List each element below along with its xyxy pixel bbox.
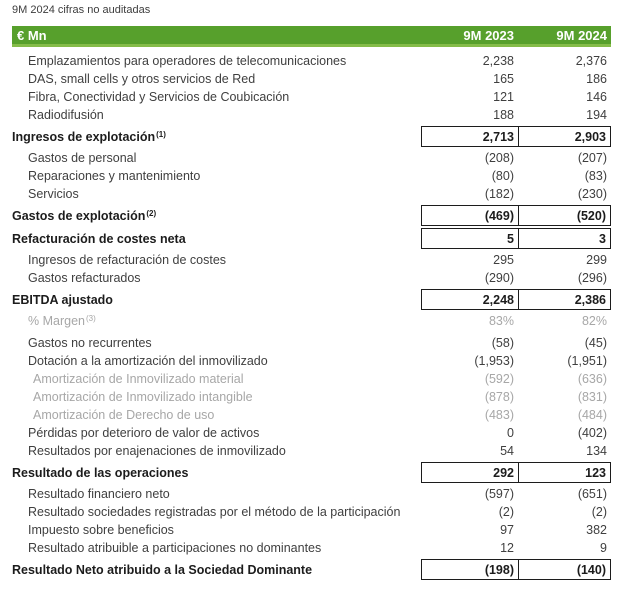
table-row <box>12 149 611 167</box>
row-label <box>12 209 421 223</box>
row-label-text: Gastos refacturados <box>28 271 141 285</box>
value-9m2024: (484) <box>577 408 607 422</box>
value-9m2023: (198) <box>421 559 518 580</box>
value-9m2024: (1,951) <box>567 354 607 368</box>
value-9m2023: (80) <box>491 169 514 183</box>
unit-label: € Mn <box>17 27 47 43</box>
value-9m2023: 121 <box>493 90 514 104</box>
table-row <box>12 485 611 503</box>
table-row <box>12 388 611 406</box>
value-9m2024: 9 <box>600 541 607 555</box>
row-label <box>12 390 421 404</box>
table-row <box>12 424 611 442</box>
income-statement-table <box>12 26 611 582</box>
row-label <box>12 187 421 201</box>
row-label <box>12 271 421 285</box>
row-label-text: DAS, small cells y otros servicios de Red <box>28 72 256 86</box>
value-9m2024: 2,903 <box>518 126 611 147</box>
table-row <box>12 289 611 310</box>
value-9m2023: (597) <box>484 487 514 501</box>
table-row <box>12 126 611 147</box>
row-label-text: Impuesto sobre beneficios <box>28 523 174 537</box>
table-header-bar <box>12 26 611 47</box>
value-9m2024: 3 <box>518 228 611 249</box>
row-label-text: Amortización de Inmovilizado material <box>33 372 244 386</box>
value-9m2023: (58) <box>491 336 514 350</box>
value-9m2024: (140) <box>518 559 611 580</box>
row-label-text: Gastos de explotación <box>12 208 146 223</box>
row-label <box>12 54 421 68</box>
table-row <box>12 228 611 249</box>
table-row <box>12 521 611 539</box>
value-9m2024: (636) <box>577 372 607 386</box>
row-label <box>12 232 421 246</box>
row-label-sup: (2) <box>146 208 157 218</box>
value-9m2023: 0 <box>507 426 514 440</box>
table-row <box>12 106 611 124</box>
row-label <box>12 72 421 86</box>
row-label-text: Refacturación de costes neta <box>12 231 186 246</box>
row-label-text: Ingresos de refacturación de costes <box>28 253 227 267</box>
value-9m2024: 194 <box>586 108 607 122</box>
row-label <box>12 541 421 555</box>
row-label-text: Ingresos de explotación <box>12 129 156 144</box>
row-label-text: Fibra, Conectividad y Servicios de Coubicación <box>28 90 290 104</box>
value-9m2023: 2,713 <box>421 126 518 147</box>
table-row <box>12 205 611 226</box>
value-9m2023: 12 <box>500 541 514 555</box>
value-9m2024: (230) <box>577 187 607 201</box>
table-row <box>12 167 611 185</box>
row-label <box>12 426 421 440</box>
row-label <box>12 314 421 328</box>
value-9m2024: (2) <box>591 505 607 519</box>
table-row <box>12 52 611 70</box>
row-label-text: Resultado sociedades registradas por el método de la participación <box>28 505 401 519</box>
value-9m2024: (83) <box>584 169 607 183</box>
value-9m2024: 2,376 <box>575 54 607 68</box>
row-label <box>12 108 421 122</box>
table-row <box>12 559 611 580</box>
row-label-text: Gastos no recurrentes <box>28 336 152 350</box>
value-9m2024: 2,386 <box>518 289 611 310</box>
table-row <box>12 539 611 557</box>
value-9m2023: 295 <box>493 253 514 267</box>
value-9m2024: (45) <box>584 336 607 350</box>
value-9m2023: (182) <box>484 187 514 201</box>
value-9m2023: (1,953) <box>474 354 514 368</box>
row-label-text: Resultado atribuible a participaciones no dominantes <box>28 541 322 555</box>
row-label-text: Reparaciones y mantenimiento <box>28 169 201 183</box>
row-label-text: Amortización de Derecho de uso <box>33 408 215 422</box>
value-9m2023: 2,248 <box>421 289 518 310</box>
table-row <box>12 269 611 287</box>
value-9m2023: 5 <box>421 228 518 249</box>
table-row <box>12 442 611 460</box>
value-9m2024: (207) <box>577 151 607 165</box>
value-9m2024: 382 <box>586 523 607 537</box>
table-row <box>12 70 611 88</box>
value-9m2023: 83% <box>488 314 514 328</box>
table-row <box>12 462 611 483</box>
value-9m2023: (878) <box>484 390 514 404</box>
value-9m2024: 134 <box>586 444 607 458</box>
value-9m2023: (469) <box>421 205 518 226</box>
row-label <box>12 563 421 577</box>
row-label <box>12 253 421 267</box>
row-label-text: % Margen <box>28 314 85 328</box>
table-row <box>12 370 611 388</box>
row-label <box>12 90 421 104</box>
row-label <box>12 408 421 422</box>
value-9m2023: 54 <box>500 444 514 458</box>
row-label <box>12 169 421 183</box>
value-9m2023: (2) <box>498 505 514 519</box>
row-label <box>12 444 421 458</box>
row-label <box>12 505 421 519</box>
value-9m2023: 188 <box>493 108 514 122</box>
value-9m2024: 123 <box>518 462 611 483</box>
column-header-9m2024: 9M 2024 <box>556 27 607 43</box>
row-label-sup: (1) <box>156 129 166 139</box>
table-row <box>12 88 611 106</box>
table-row <box>12 352 611 370</box>
table-rows <box>12 52 611 580</box>
row-label <box>12 130 421 144</box>
value-9m2024: 82% <box>581 314 607 328</box>
value-9m2024: (831) <box>577 390 607 404</box>
row-label <box>12 293 421 307</box>
row-label <box>12 354 421 368</box>
value-9m2024: (651) <box>577 487 607 501</box>
row-label-text: Resultado financiero neto <box>28 487 170 501</box>
table-row <box>12 334 611 352</box>
value-9m2023: (290) <box>484 271 514 285</box>
row-label-text: Resultados por enajenaciones de inmovilizado <box>28 444 286 458</box>
row-label <box>12 466 421 480</box>
row-label-text: Servicios <box>28 187 79 201</box>
table-row <box>12 406 611 424</box>
row-label <box>12 372 421 386</box>
value-9m2023: 292 <box>421 462 518 483</box>
value-9m2023: (483) <box>484 408 514 422</box>
row-label-text: Amortización de Inmovilizado intangible <box>33 390 253 404</box>
value-9m2024: 186 <box>586 72 607 86</box>
value-9m2024: (296) <box>577 271 607 285</box>
table-row <box>12 185 611 203</box>
row-label <box>12 487 421 501</box>
value-9m2024: (402) <box>577 426 607 440</box>
row-label-text: Gastos de personal <box>28 151 137 165</box>
row-label-text: Resultado de las operaciones <box>12 465 189 480</box>
value-9m2023: 2,238 <box>482 54 514 68</box>
row-label <box>12 151 421 165</box>
row-label <box>12 336 421 350</box>
value-9m2024: (520) <box>518 205 611 226</box>
row-label <box>12 523 421 537</box>
table-row <box>12 503 611 521</box>
table-row <box>12 312 611 330</box>
row-label-sup: (3) <box>85 314 96 323</box>
value-9m2023: (208) <box>484 151 514 165</box>
unaudited-note: 9M 2024 cifras no auditadas <box>12 4 151 16</box>
column-header-9m2023: 9M 2023 <box>463 27 514 43</box>
value-9m2024: 299 <box>586 253 607 267</box>
value-9m2023: 97 <box>500 523 514 537</box>
row-label-text: EBITDA ajustado <box>12 292 113 307</box>
row-label-text: Emplazamientos para operadores de telecomunicaciones <box>28 54 347 68</box>
value-9m2024: 146 <box>586 90 607 104</box>
table-row <box>12 251 611 269</box>
value-9m2023: 165 <box>493 72 514 86</box>
row-label-text: Resultado Neto atribuido a la Sociedad Dominante <box>12 562 313 577</box>
row-label-text: Dotación a la amortización del inmovilizado <box>28 354 268 368</box>
row-label-text: Pérdidas por deterioro de valor de activos <box>28 426 260 440</box>
row-label-text: Radiodifusión <box>28 108 104 122</box>
value-9m2023: (592) <box>484 372 514 386</box>
